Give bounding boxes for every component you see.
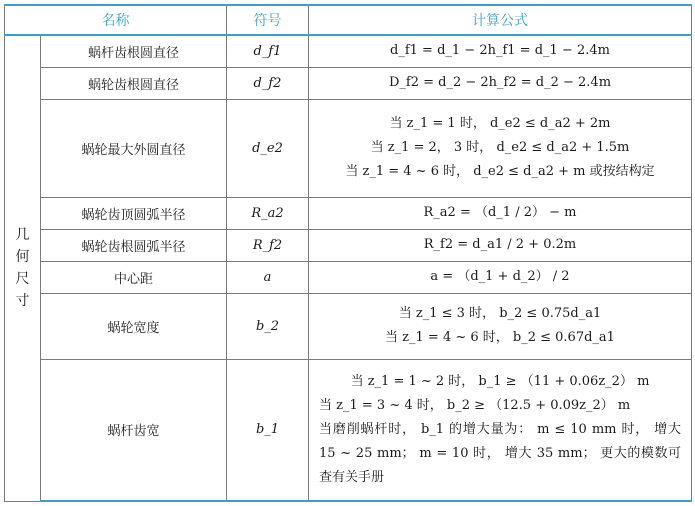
- group-label: [5, 35, 41, 501]
- header-formula: 计算公式: [309, 5, 692, 35]
- table-row: [5, 229, 692, 261]
- formula-line: a = （d_1 + d_2） / 2: [430, 269, 570, 284]
- row-name: 蜗轮齿顶圆弧半径: [41, 197, 227, 229]
- formula-line: 当 z_1 = 2， 3 时， d_e2 ≤ d_a2 + 1.5m: [370, 140, 630, 155]
- table-row: [5, 99, 692, 197]
- table-row: [5, 197, 692, 229]
- formula-line: 当 z_1 ≤ 3 时， b_2 ≤ 0.75d_a1: [398, 306, 602, 321]
- row-formula: [309, 99, 692, 197]
- row-name: 蜗杆齿根圆直径: [41, 35, 227, 67]
- formula-line: R_f2 = d_a1 / 2 + 0.2m: [423, 237, 577, 252]
- formula-line: 当 z_1 = 4 ~ 6 时， b_2 ≤ 0.67d_a1: [385, 330, 615, 345]
- row-name: 蜗杆齿宽: [41, 359, 227, 501]
- row-name: 中心距: [41, 261, 227, 293]
- table-row: [5, 67, 692, 99]
- formula-line: 当 z_1 = 1 时， d_e2 ≤ d_a2 + 2m: [389, 116, 611, 131]
- row-formula: [309, 261, 692, 293]
- row-symbol: R_f2: [227, 229, 309, 261]
- row-symbol: b_2: [227, 293, 309, 359]
- row-name: 蜗轮宽度: [41, 293, 227, 359]
- formula-line: d_f1 = d_1 − 2h_f1 = d_1 − 2.4m: [390, 43, 610, 59]
- table-row: [5, 293, 692, 359]
- formula-line: R_a2 = （d_1 / 2） − m: [423, 205, 577, 220]
- row-formula: [309, 359, 692, 501]
- row-symbol: a: [227, 261, 309, 293]
- row-name: 蜗轮齿根圆弧半径: [41, 229, 227, 261]
- header-symbol: 符号: [227, 5, 309, 35]
- row-symbol: b_1: [227, 359, 309, 501]
- header-name: 名称: [5, 5, 227, 35]
- row-name: 蜗轮齿根圆直径: [41, 67, 227, 99]
- row-symbol: d_e2: [227, 99, 309, 197]
- group-label-char: 何: [15, 249, 30, 266]
- group-label-char: 几: [15, 227, 30, 244]
- row-formula: [309, 35, 692, 67]
- group-label-char: 尺: [15, 271, 30, 288]
- header-row: [5, 5, 692, 35]
- row-formula: [309, 229, 692, 261]
- row-symbol: d_f2: [227, 67, 309, 99]
- group-label-char: 寸: [15, 293, 30, 310]
- formula-line: D_f2 = d_2 − 2h_f2 = d_2 − 2.4m: [388, 75, 612, 90]
- formula-line: 当 z_1 = 3 ~ 4 时， b_2 ≥ （12.5 + 0.09z_2） m: [319, 397, 631, 413]
- table-row: [5, 35, 692, 67]
- geometry-table: [4, 4, 692, 502]
- formula-line: 当 z_1 = 4 ~ 6 时， d_e2 ≤ d_a2 + m 或按结构定: [345, 164, 655, 179]
- row-formula: [309, 67, 692, 99]
- row-formula: [309, 197, 692, 229]
- table-row: [5, 359, 692, 501]
- row-symbol: d_f1: [227, 35, 309, 67]
- row-name: 蜗轮最大外圆直径: [41, 99, 227, 197]
- row-formula: [309, 293, 692, 359]
- formula-line: 当 z_1 = 1 ~ 2 时， b_1 ≥ （11 + 0.06z_2） m: [350, 373, 650, 389]
- row-symbol: R_a2: [227, 197, 309, 229]
- formula-line: 当磨削蜗杆时， b_1 的增大量为： m ≤ 10 mm 时， 增大 15 ~ 25 mm； m = 10 时， 增大 35 mm； 更大的模数可查有关手册: [319, 421, 681, 485]
- table-row: [5, 261, 692, 293]
